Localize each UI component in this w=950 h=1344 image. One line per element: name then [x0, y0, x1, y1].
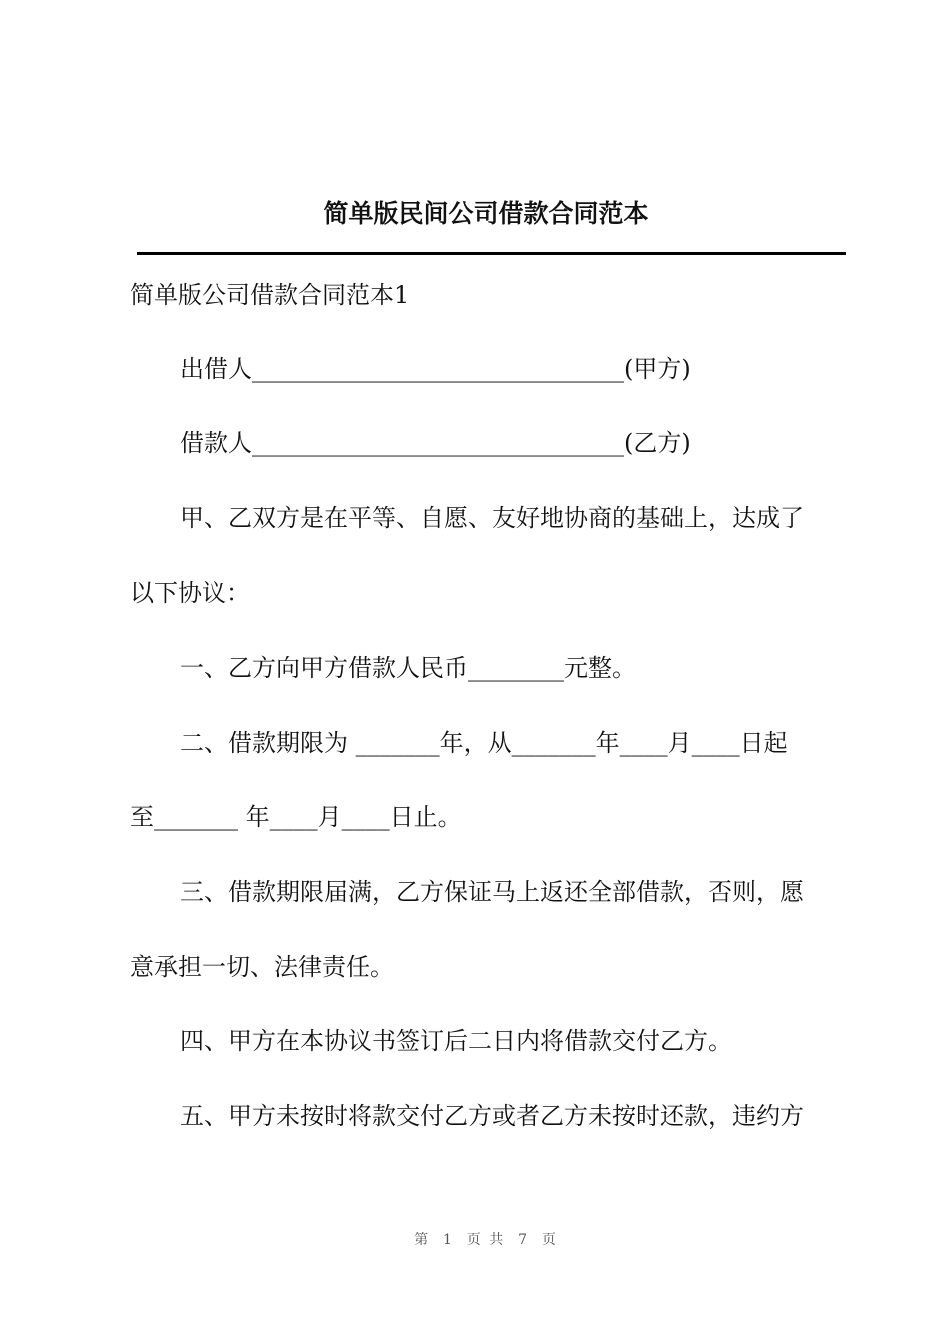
clause-4: 四、甲方在本协议书签订后二日内将借款交付乙方。 [180, 1027, 732, 1055]
clause-2-line-2: 至_______ 年____月____日止。 [130, 803, 462, 831]
title-divider [137, 252, 846, 255]
clause-2-line-1: 二、借款期限为 _______年，从_______年____月____日起 [180, 729, 788, 757]
lender-line: 出借人_______________________________(甲方) [180, 355, 691, 383]
clause-3-line-1: 三、借款期限届满，乙方保证马上返还全部借款，否则，愿 [180, 878, 804, 906]
clause-1: 一、乙方向甲方借款人民币________元整。 [180, 654, 636, 682]
page-title: 简单版民间公司借款合同范本 [323, 199, 649, 228]
intro-paragraph-line-1: 甲、乙双方是在平等、自愿、友好地协商的基础上，达成了 [180, 504, 804, 532]
clause-5-line-1: 五、甲方未按时将款交付乙方或者乙方未按时还款，违约方 [180, 1102, 804, 1130]
clause-3-line-2: 意承担一切、法律责任。 [130, 953, 394, 981]
borrower-line: 借款人_______________________________(乙方) [180, 429, 691, 457]
page-footer: 第 1 页 共 7 页 [414, 1232, 558, 1248]
intro-paragraph-line-2: 以下协议： [130, 579, 250, 607]
section-heading: 简单版公司借款合同范本1 [130, 281, 410, 309]
